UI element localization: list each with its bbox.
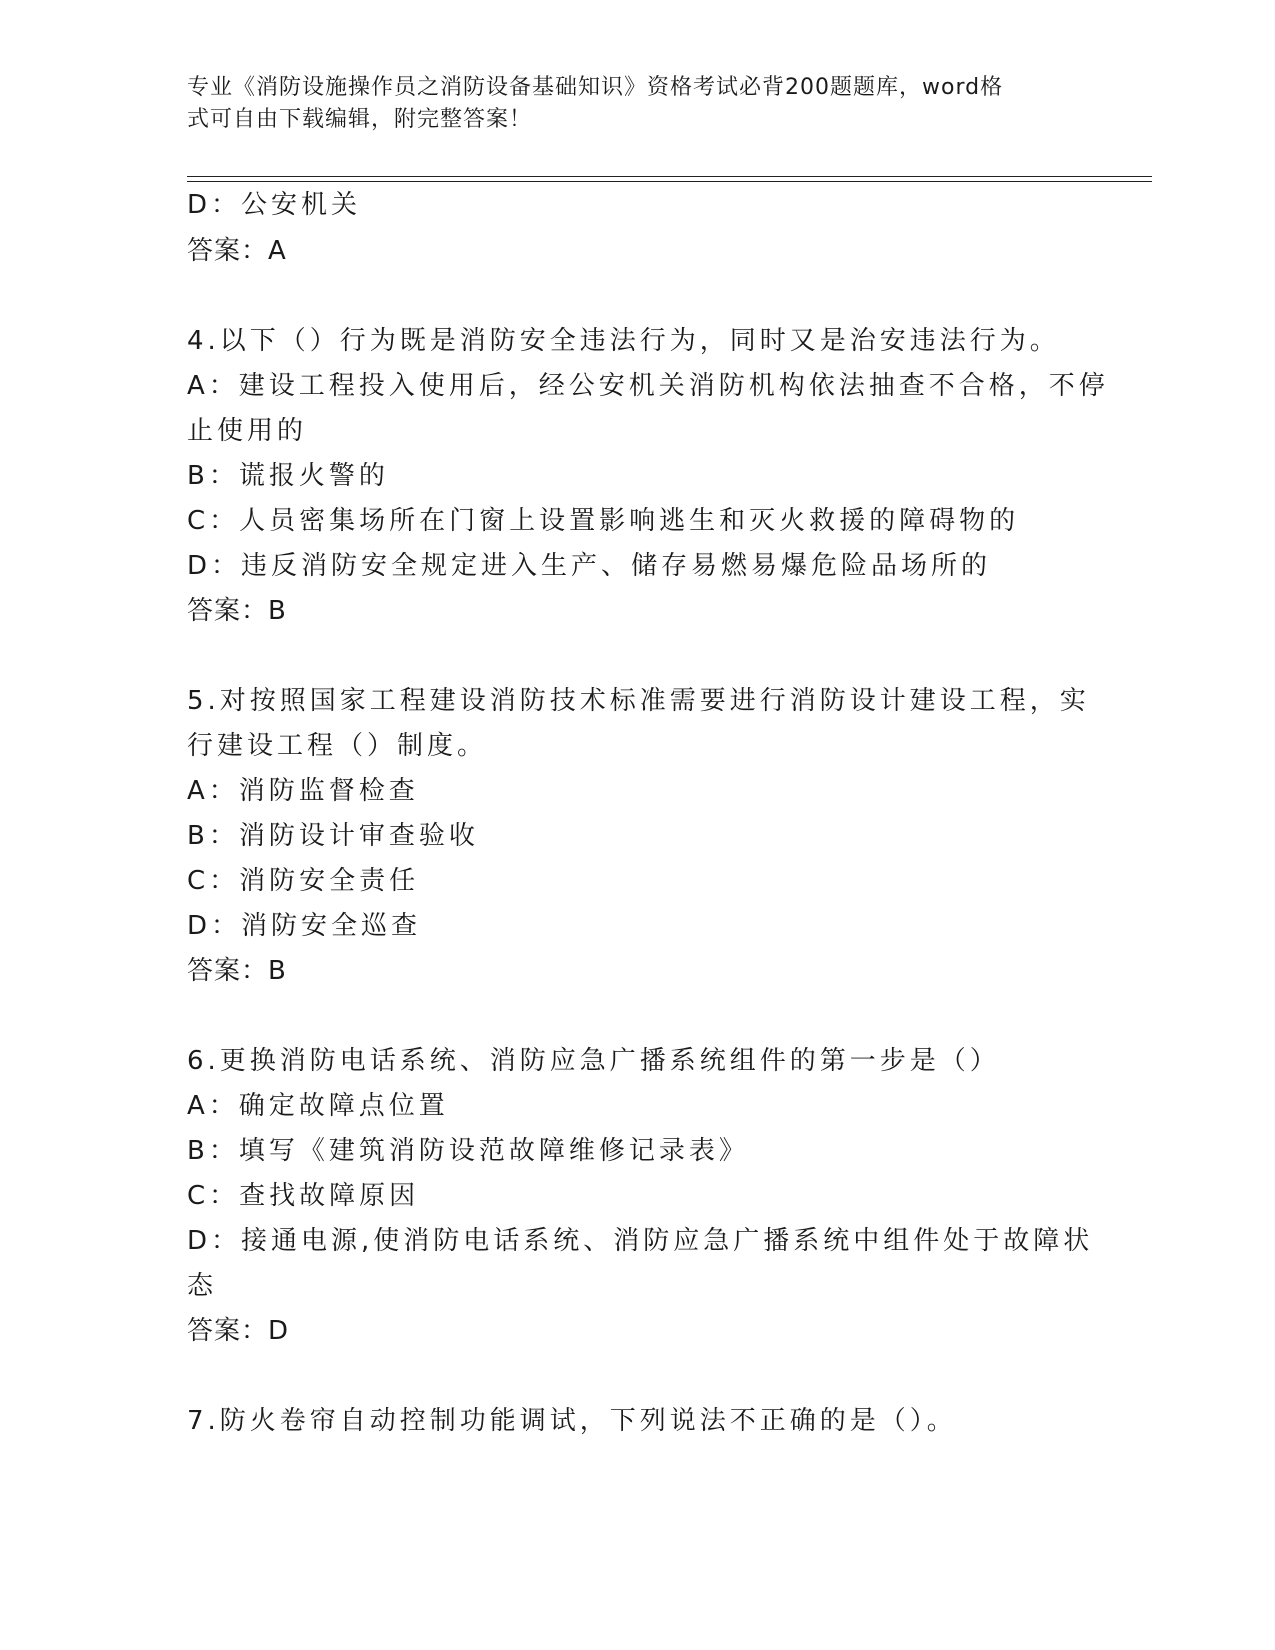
- q5-stem-line-1: 5.对按照国家工程建设消防技术标准需要进行消防设计建设工程，实: [187, 686, 1090, 716]
- q4-option-d: D：违反消防安全规定进入生产、储存易燃易爆危险品场所的: [187, 551, 992, 581]
- q5-option-d: D：消防安全巡查: [187, 911, 422, 941]
- q4-option-b: B：谎报火警的: [187, 461, 389, 491]
- q6-stem: 6.更换消防电话系统、消防应急广播系统组件的第一步是（）: [187, 1046, 1000, 1076]
- q5-option-c: C：消防安全责任: [187, 866, 420, 896]
- q6-option-a: A：确定故障点位置: [187, 1091, 449, 1121]
- q6-answer: 答案：D: [187, 1316, 290, 1346]
- header-divider-top: [187, 176, 1152, 177]
- q6-option-d-line-2: 态: [187, 1271, 218, 1301]
- header-line-2: 式可自由下载编辑，附完整答案！: [187, 107, 533, 132]
- q7-stem: 7.防火卷帘自动控制功能调试，下列说法不正确的是（）。: [187, 1406, 957, 1436]
- q4-option-a-line-1: A：建设工程投入使用后，经公安机关消防机构依法抽查不合格，不停: [187, 371, 1109, 401]
- q4-answer: 答案：B: [187, 596, 287, 626]
- header-divider-bottom: [187, 181, 1152, 182]
- q6-option-b: B：填写《建筑消防设范故障维修记录表》: [187, 1136, 749, 1166]
- header-line-1: 专业《消防设施操作员之消防设备基础知识》资格考试必背200题题库，word格: [187, 75, 1004, 100]
- q4-option-c: C：人员密集场所在门窗上设置影响逃生和灭火救援的障碍物的: [187, 506, 1020, 536]
- q5-stem-line-2: 行建设工程（）制度。: [187, 731, 488, 761]
- q6-option-c: C：查找故障原因: [187, 1181, 420, 1211]
- q4-option-a-line-2: 止使用的: [187, 416, 308, 446]
- q3-option-d: D：公安机关: [187, 190, 362, 220]
- document-header: [187, 72, 1067, 136]
- q3-answer: 答案：A: [187, 236, 287, 266]
- q5-answer: 答案：B: [187, 956, 287, 986]
- q5-option-a: A：消防监督检查: [187, 776, 419, 806]
- q4-stem: 4.以下（）行为既是消防安全违法行为，同时又是治安违法行为。: [187, 326, 1060, 356]
- q6-option-d-line-1: D：接通电源,使消防电话系统、消防应急广播系统中组件处于故障状: [187, 1226, 1094, 1256]
- q5-option-b: B：消防设计审查验收: [187, 821, 479, 851]
